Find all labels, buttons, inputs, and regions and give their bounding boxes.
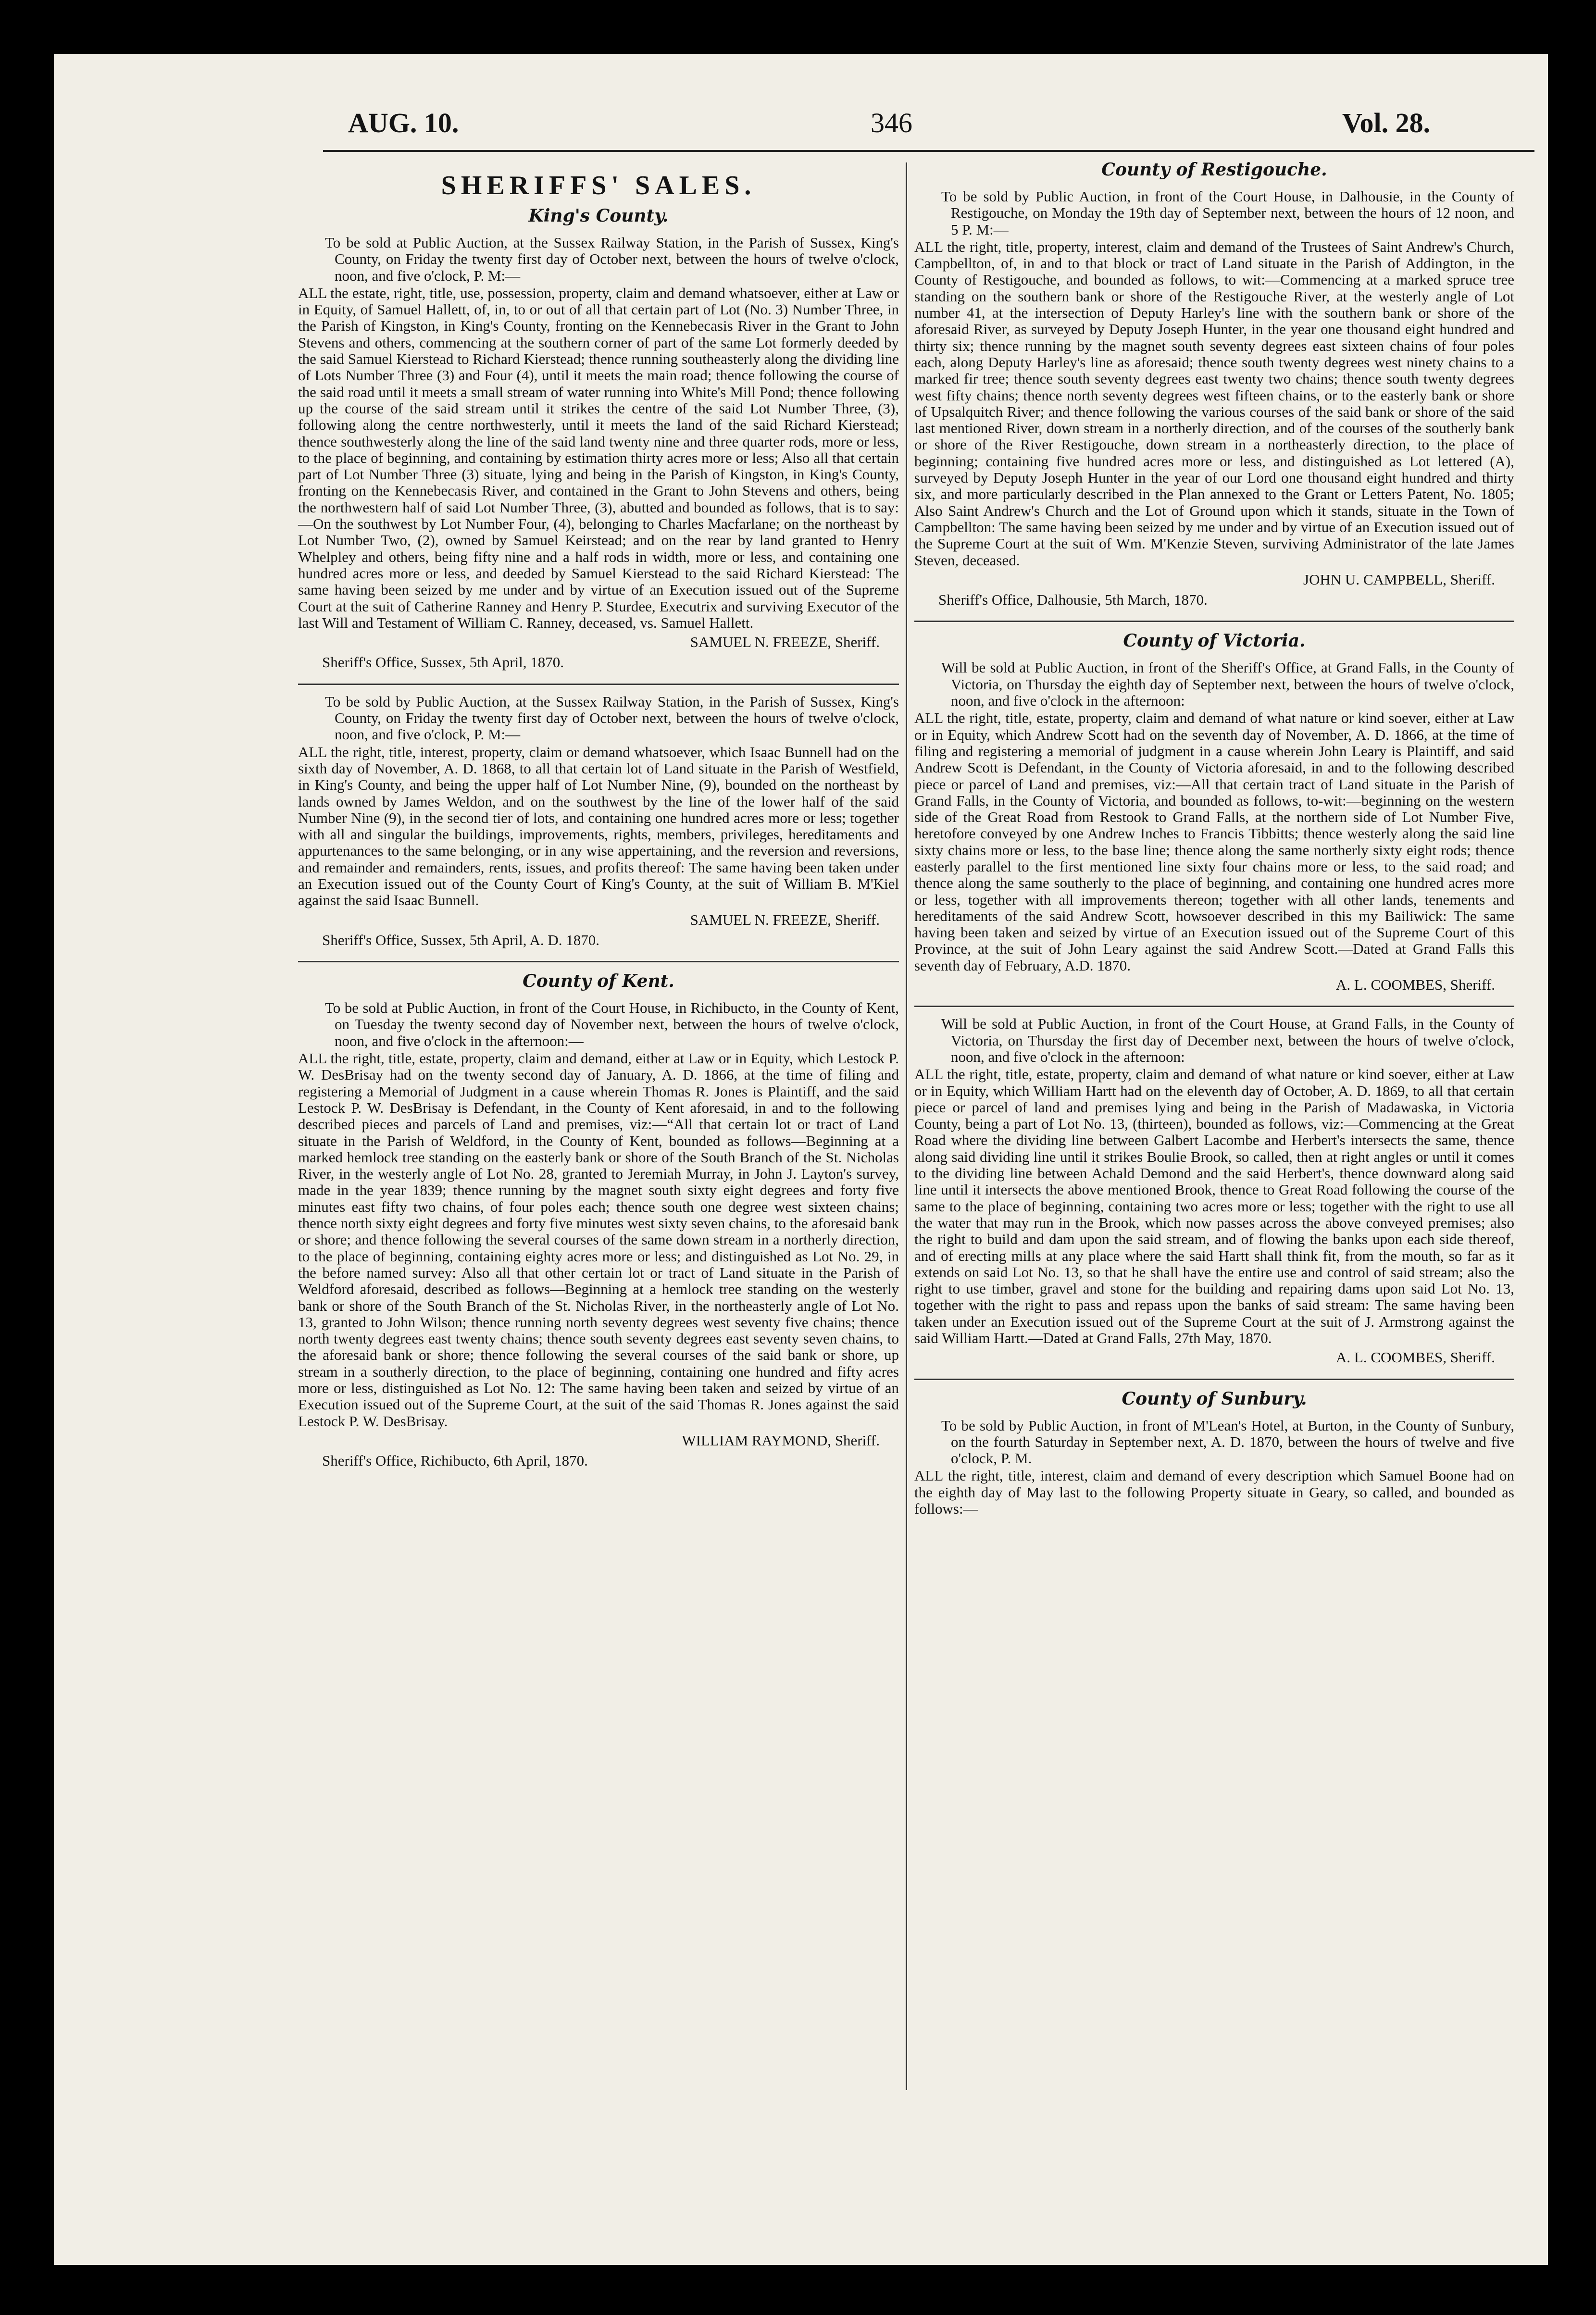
- office-dateline: Sheriff's Office, Dalhousie, 5th March, 1870.: [938, 591, 1208, 609]
- sheriff-signature: SAMUEL N. FREEZE, Sheriff.: [690, 634, 880, 651]
- county-heading-sunbury: County of Sunbury.: [1122, 1388, 1307, 1409]
- notice-separator: [298, 961, 899, 962]
- notice-body: ALL the right, title, estate, property, claim and demand, either at Law or in Equity, which Lestock P. W. DesBrisay had on the twenty second day of January, A. D. 1866, at the time of filing and registering a Memorial of Judgment in a cause wherein Thomas R. Jones is Plaintiff, and the said Lestock P. W. DesBrisay is Defendant, in the County of Kent aforesaid, in and to the following described pieces and parcels of Land and premises, viz:—“All that certain lot or tract of Land situate in the Parish of Weldford, in the County of Kent, bounded as follows—Beginning at a marked hemlock tree standing on the easterly bank or shore of the South Branch of the St. Nicholas River, in the westerly angle of Lot No. 28, granted to Jeremiah Murray, in John J. Layton's survey, made in the year 1839; thence running by the magnet south sixty eight degrees and forty five minutes east fifty two chains, of four poles each; thence south one degree west sixteen chains; thence north sixty eight degrees and forty five minutes west sixty seven chains, to the aforesaid bank or shore; and thence following the several courses of the same down stream in a northerly direction, to the place of beginning, containing eighty acres more or less; and distinguished as Lot No. 29, in the before named survey: Also all that other certain lot or tract of Land situate in the Parish of Weldford aforesaid, described as follows—Beginning at a hemlock tree standing on the westerly bank or shore of the South Branch of the St. Nicholas River, in the northeasterly angle of Lot No. 13, granted to John Wilson; thence running north seventy degrees west seventy five chains; thence north twenty degrees east twenty chains; thence south seventy degrees east seventy seven chains, to the aforesaid bank or shore; thence following the several courses of the said bank or shore, up stream in a southerly direction, to the place of beginning, containing one hundred and fifty acres more or less, distinguished as Lot No. 12: The same having been taken and seized by virtue of an Execution issued out of the Supreme Court, at the suit of the said Thomas R. Jones against the said Lestock P. W. DesBrisay.: [298, 1050, 899, 1430]
- sheriff-signature: A. L. COOMBES, Sheriff.: [1336, 976, 1495, 994]
- section-masthead: SHERIFFS' SALES.: [441, 171, 756, 200]
- notice-intro: To be sold by Public Auction, in front of the Court House, in Dalhousie, in the County of Restigouche, on Monday the 19th day of September next, between the hours of 12 noon, and 5 P. M:—: [941, 188, 1514, 238]
- sale-notice: [914, 1016, 1514, 1366]
- office-dateline: Sheriff's Office, Sussex, 5th April, A. D. 1870.: [322, 931, 600, 948]
- county-heading-restigouche: County of Restigouche.: [1101, 160, 1327, 180]
- sheriff-signature: SAMUEL N. FREEZE, Sheriff.: [690, 911, 880, 928]
- issue-date: AUG. 10.: [348, 107, 459, 138]
- notice-body: ALL the right, title, interest, property, claim or demand whatsoever, which Isaac Bunnell had on the sixth day of November, A. D. 1868, to all that certain lot of Land situate in the Parish of Westfield, in King's County, and being the upper half of Lot Number Nine, (9), bounded on the northeast by lands owned by James Weldon, and on the southwest by the line of the lower half of the said Number Nine (9), in the second tier of lots, and containing one hundred acres more or less; together with all and singular the buildings, improvements, rights, members, privileges, hereditaments and appurtenances to the same belonging, or in any wise appertaining, and the reversion and reversions, and remainder and remainders, rents, issues, and profits thereof: The same having been taken under an Execution issued out of the County Court of King's County, at the suit of William B. M'Kiel against the said Isaac Bunnell.: [298, 743, 899, 909]
- notice-body: ALL the right, title, property, interest, claim and demand of the Trustees of Saint Andrew's Church, Campbellton, of, in and to that block or tract of Land situate in the Parish of Addington, in the County of Restigouche, and bounded as follows, to wit:—Commencing at a marked spruce tree standing on the southern bank or shore of the Restigouche River, at the westerly angle of Lot number 41, at the intersection of Deputy Harley's line with the southern bank or shore of the aforesaid River, as surveyed by Deputy Joseph Hunter, in the year one thousand eight hundred and thirty six; thence running by the magnet south seventy degrees east sixteen chains of four poles each, along Deputy Harley's line as aforesaid; thence south twenty degrees west ninety chains to a marked fir tree; thence south seventy degrees east twenty two chains; thence south twenty degrees west fifty chains; thence north seventy degrees west fifteen chains, or to the easterly bank or shore of Upsalquitch River; and thence following the various courses of the said bank or shore of the said last mentioned River, down stream in a northerly direction, and of the courses of the southerly bank or shore of the River Restigouche, down stream in a northeasterly direction, to the place of beginning; containing five hundred acres more or less, and distinguished as Lot lettered (A), surveyed by Deputy Joseph Hunter in the year of our Lord one thousand eight hundred and thirty six, and more particularly described in the Plan annexed to the Grant or Letters Patent, No. 1805; Also Saint Andrew's Church and the Lot of Ground upon which it stands, situate in the Town of Campbellton: The same having been seized by me under and by virtue of an Execution issued out of the Supreme Court at the suit of Wm. M'Kenzie Steven, surviving Administrator of the late James Steven, deceased.: [914, 238, 1514, 569]
- left-column: [298, 155, 899, 1469]
- notice-body: ALL the right, title, estate, property, claim and demand of what nature or kind soever, either at Law or in Equity, which Andrew Scott had on the seventh day of November, A. D. 1866, at the time of filing and registering a memorial of judgment in a cause wherein John Leary is Plaintiff, and said Andrew Scott is Defendant, in the County of Victoria aforesaid, in and to the following described piece or parcel of Land and premises, viz:—All that certain tract of Land situate in the Parish of Grand Falls, in the County of Victoria, and bounded as follows, to-wit:—beginning on the western side of the Great Road from Restook to Grand Falls, at the northern side of Lot Number Five, heretofore conveyed by one Andrew Inches to Francis Tibbitts; thence westerly along the said line sixty chains more or less, to the base line; thence along the same northerly sixty eight rods; thence easterly parallel to the first mentioned line sixty four chains more or less, to the said road; and thence along the same southerly to the place of beginning, and containing one hundred acres more or less, together with all improvements thereon; together with all other lands, tenements and hereditaments of the said Andrew Scott, howsoever described in this my Bailiwick: The same having been taken and seized by virtue of an Execution issued out of the Supreme Court of this Province, at the suit of John Leary against the said Andrew Scott.—Dated at Grand Falls this seventh day of February, A.D. 1870.: [914, 709, 1514, 974]
- notice-body: ALL the right, title, interest, claim and demand of every description which Samuel Boone had on the eighth day of May last to the following Property situate in Geary, so called, and bounded as follows:—: [914, 1467, 1514, 1518]
- notice-body: ALL the estate, right, title, use, possession, property, claim and demand whatsoever, either at Law or in Equity, of Samuel Hallett, of, in, to or out of all that certain part of Lot (No. 3) Number Three, in the Parish of Kingston, in King's County, fronting on the Kennebecasis River in the Grant to John Stevens and others, commencing at the southern corner of part of the same Lot formerly deeded by the said Samuel Kierstead to Richard Kierstead; thence running southeasterly along the dividing line of Lots Number Three (3) and Four (4), until it meets the main road; thence following the course of the said road until it meets a small stream of water running into White's Mill Pond; thence following up the course of the said stream until it strikes the centre of the said Lot Number Three, (3), following along the centre northwesterly, until it meets the land of the said Richard Kierstead; thence southwesterly along the line of the said land twenty nine and three quarter rods, more or less, to the place of beginning, and containing by estimation thirty acres more or less; Also all that certain part of Lot Number Three (3) situate, lying and being in the Parish of Kingston, in King's County, fronting on the Kennebecasis River, and contained in the Grant to John Stevens and others, being the northwestern half of said Lot Number Three, (3), abutted and bounded as follows, that is to say:—On the southwest by Lot Number Four, (4), belonging to Charles Macfarlane; on the northeast by Lot Number Two, (2), owned by Samuel Keirstead; and on the rear by land granted to Henry Whelpley and others, being fifty nine and a half rods in width, more or less, and containing one hundred acres more or less, and deeded by Samuel Kierstead to the said Richard Kierstead: The same having been seized by me under and by virtue of an Execution issued out of the Supreme Court at the suit of Catherine Ranney and Henry P. Sturdee, Executrix and surviving Executor of the last Will and Testament of William C. Ranney, deceased, vs. Samuel Hallett.: [298, 284, 899, 631]
- sale-notice: [914, 1418, 1514, 1518]
- notice-separator: [914, 1379, 1514, 1380]
- page-number: 346: [871, 107, 912, 138]
- column-divider: [906, 162, 907, 2090]
- sale-notice: [914, 660, 1514, 993]
- notice-separator: [914, 1006, 1514, 1007]
- notice-intro: To be sold at Public Auction, at the Sussex Railway Station, in the Parish of Sussex, King's County, on Friday the twenty first day of October next, between the hours of twelve o'clock, noon, and five o'clock, P. M:—: [325, 234, 899, 284]
- notice-intro: To be sold at Public Auction, in front of the Court House, in Richibucto, in the County of Kent, on Tuesday the twenty second day of November next, between the hours of twelve o'clock, noon, and five o'clock in the afternoon:—: [325, 999, 899, 1049]
- notice-intro: To be sold by Public Auction, at the Sussex Railway Station, in the Parish of Sussex, King's County, on Friday the twenty first day of October next, between the hours of twelve o'clock, noon, and five o'clock, P. M:—: [325, 693, 899, 743]
- sale-notice: [298, 1000, 899, 1469]
- sheriff-signature: JOHN U. CAMPBELL, Sheriff.: [1303, 571, 1495, 588]
- office-dateline: Sheriff's Office, Richibucto, 6th April, 1870.: [322, 1452, 588, 1469]
- notice-separator: [914, 621, 1514, 622]
- sheriff-signature: A. L. COOMBES, Sheriff.: [1336, 1349, 1495, 1366]
- volume-number: Vol. 28.: [1342, 107, 1431, 138]
- sheriff-signature: WILLIAM RAYMOND, Sheriff.: [682, 1431, 880, 1449]
- newspaper-page: [54, 54, 1548, 2265]
- county-heading-kings: King's County.: [528, 206, 669, 226]
- county-heading-kent: County of Kent.: [523, 971, 674, 992]
- sale-notice: [298, 694, 899, 948]
- notice-separator: [298, 684, 899, 685]
- right-column: [914, 155, 1514, 1517]
- notice-intro: Will be sold at Public Auction, in front of the Sheriff's Office, at Grand Falls, in the County of Victoria, on Thursday the eighth day of September next, between the hours of twelve o'clock, noon, and five o'clock in the afternoon:: [941, 659, 1514, 709]
- notice-intro: Will be sold at Public Auction, in front of the Court House, at Grand Falls, in the County of Victoria, on Thursday the first day of December next, between the hours of twelve o'clock, noon, and five o'clock in the afternoon:: [941, 1015, 1514, 1065]
- notice-intro: To be sold by Public Auction, in front of M'Lean's Hotel, at Burton, in the County of Sunbury, on the fourth Saturday in September next, A. D. 1870, between the hours of twelve and five o'clock, P. M.: [941, 1417, 1514, 1467]
- sale-notice: [298, 235, 899, 671]
- header-rule: [323, 150, 1534, 152]
- sale-notice: [914, 188, 1514, 608]
- office-dateline: Sheriff's Office, Sussex, 5th April, 1870.: [322, 654, 564, 671]
- county-heading-victoria: County of Victoria.: [1123, 631, 1306, 651]
- notice-body: ALL the right, title, estate, property, claim and demand of what nature or kind soever, either at Law or in Equity, which William Hartt had on the eleventh day of October, A. D. 1869, to all that certain piece or parcel of land and premises lying and being in the Parish of Madawaska, in Victoria County, being a part of Lot No. 13, (thirteen), bounded as follows, viz:—Commencing at the Great Road where the dividing line between Galbert Lacombe and Herbert's intersects the same, thence along said dividing line until it strikes Boulie Brook, so called, then at right angles or until it comes to the dividing line between Achald Demond and the said Herbert's, thence downward along said line until it intersects the above mentioned Brook, thence to Great Road following the course of the same to the place of beginning, containing two acres more or less; together with the right to use all the water that may run in the Brook, which now passes across the above conveyed premises; also the right to build and dam upon the said stream, and of flowing the banks upon each side thereof, and of erecting mills at any place where the said Hartt shall think fit, from the mouth, so far as it extends on said Lot No. 13, so that he shall have the entire use and control of said stream; also the right to use timber, gravel and stone for the building and repairing dams upon said Lot No. 13, together with the right to pass and repass upon the banks of said stream: The same having been taken under an Execution issued out of the Supreme Court at the suit of J. Armstrong against the said William Hartt.—Dated at Grand Falls, 27th May, 1870.: [914, 1066, 1514, 1346]
